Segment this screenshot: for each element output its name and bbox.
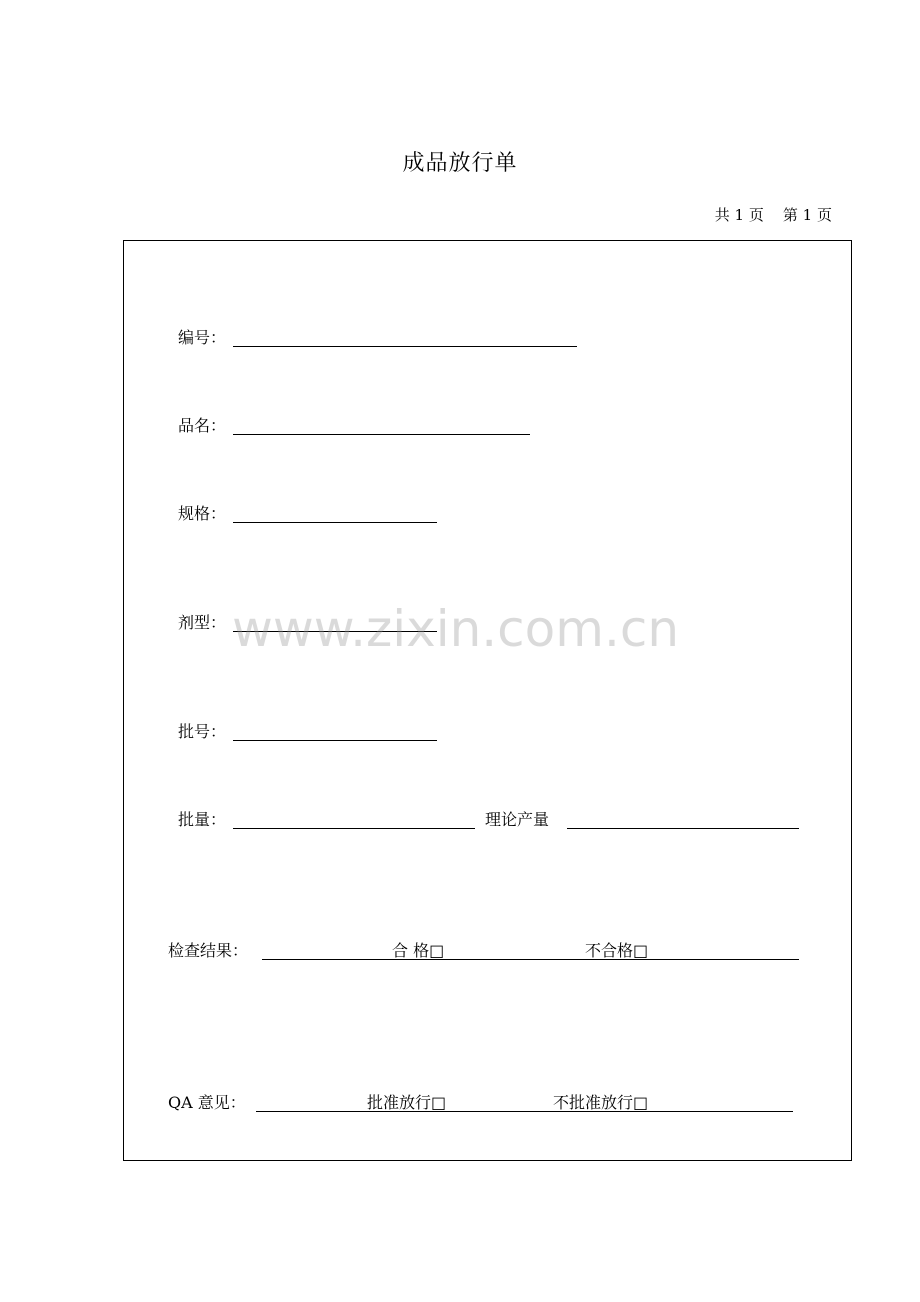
- batch-size-line[interactable]: [233, 828, 475, 829]
- spec-label: 规格：: [178, 504, 227, 523]
- release-form: [123, 240, 852, 1161]
- inspection-result-label: 检查结果：: [168, 941, 249, 960]
- approve-release-checkbox[interactable]: 批准放行□: [367, 1093, 447, 1112]
- fail-checkbox[interactable]: 不合格□: [585, 941, 649, 960]
- qa-opinion-label: QA 意见：: [168, 1093, 246, 1112]
- watermark: www.zixin.com.cn: [232, 600, 680, 658]
- qa-opinion-line: [256, 1111, 793, 1112]
- dosage-form-line[interactable]: [233, 631, 437, 632]
- spec-line[interactable]: [233, 522, 437, 523]
- document-title: 成品放行单: [402, 151, 518, 176]
- product-name-label: 品名：: [178, 416, 227, 435]
- pass-checkbox[interactable]: 合 格□: [392, 941, 445, 960]
- page-info: 共 1 页 第 1 页: [714, 206, 832, 224]
- theoretical-yield-line[interactable]: [567, 828, 799, 829]
- batch-no-line[interactable]: [233, 740, 437, 741]
- serial-no-label: 编号：: [178, 328, 227, 347]
- product-name-line[interactable]: [233, 434, 530, 435]
- batch-size-label: 批量：: [178, 810, 227, 829]
- inspection-result-line: [262, 959, 799, 960]
- dosage-form-label: 剂型：: [178, 613, 227, 632]
- reject-release-checkbox[interactable]: 不批准放行□: [553, 1093, 649, 1112]
- serial-no-line[interactable]: [233, 346, 577, 347]
- theoretical-yield-label: 理论产量: [485, 810, 550, 829]
- batch-no-label: 批号：: [178, 722, 227, 741]
